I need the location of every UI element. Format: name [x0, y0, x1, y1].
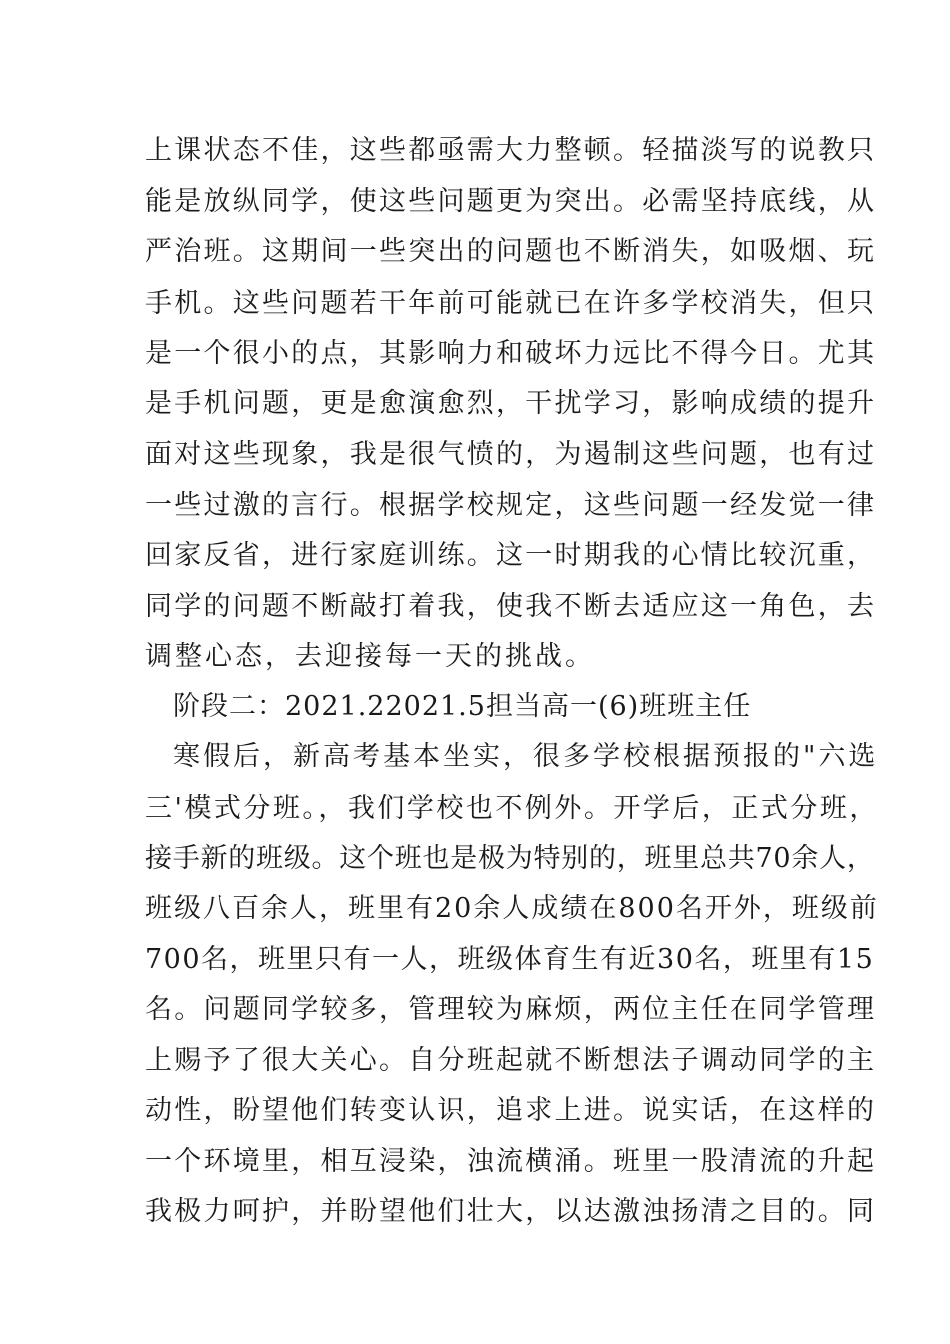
- text-line: 手机。这些问题若干年前可能就已在许多学校消失，但只: [145, 288, 877, 319]
- text-line: 我极力呵护，并盼望他们壮大，以达激浊扬清之目的。同: [145, 1196, 877, 1227]
- text-line: 动性，盼望他们转变认识，追求上进。说实话，在这样的: [145, 1095, 877, 1126]
- text-line: 能是放纵同学，使这些问题更为突出。必需坚持底线，从: [145, 186, 877, 217]
- text-line: 面对这些现象，我是很气愤的，为遏制这些问题，也有过: [145, 439, 877, 470]
- text-line: 上课状态不佳，这些都亟需大力整顿。轻描淡写的说教只: [145, 135, 877, 166]
- text-line: 700名，班里只有一人，班级体育生有近30名，班里有15: [145, 944, 875, 975]
- text-line: 一些过激的言行。根据学校规定，这些问题一经发觉一律: [145, 490, 877, 521]
- text-line: 一个环境里，相互浸染，浊流横涌。班里一股清流的升起: [145, 1146, 877, 1177]
- text-line: 三'模式分班。，我们学校也不例外。开学后，正式分班，: [145, 793, 879, 824]
- text-line: 回家反省，进行家庭训练。这一时期我的心情比较沉重，: [145, 540, 877, 571]
- text-line: 是手机问题，更是愈演愈烈，干扰学习，影响成绩的提升: [145, 388, 877, 419]
- text-line: 上赐予了很大关心。自分班起就不断想法子调动同学的主: [145, 1045, 877, 1076]
- section-heading: 阶段二：2021.22021.5担当高一(6)班班主任: [173, 691, 752, 722]
- text-line: 是一个很小的点，其影响力和破坏力远比不得今日。尤其: [145, 338, 877, 369]
- text-line: 寒假后，新高考基本坐实，很多学校根据预报的"六选: [173, 741, 879, 772]
- text-line: 严治班。这期间一些突出的问题也不断消失，如吸烟、玩: [145, 236, 877, 267]
- text-line: 班级八百余人，班里有20余人成绩在800名开外，班级前: [145, 893, 879, 924]
- text-line: 名。问题同学较多，管理较为麻烦，两位主任在同学管理: [145, 994, 877, 1025]
- text-line: 接手新的班级。这个班也是极为特别的，班里总共70余人，: [145, 843, 875, 874]
- text-line: 同学的问题不断敲打着我，使我不断去适应这一角色，去: [145, 591, 877, 622]
- text-line: 调整心态，去迎接每一天的挑战。: [145, 641, 595, 672]
